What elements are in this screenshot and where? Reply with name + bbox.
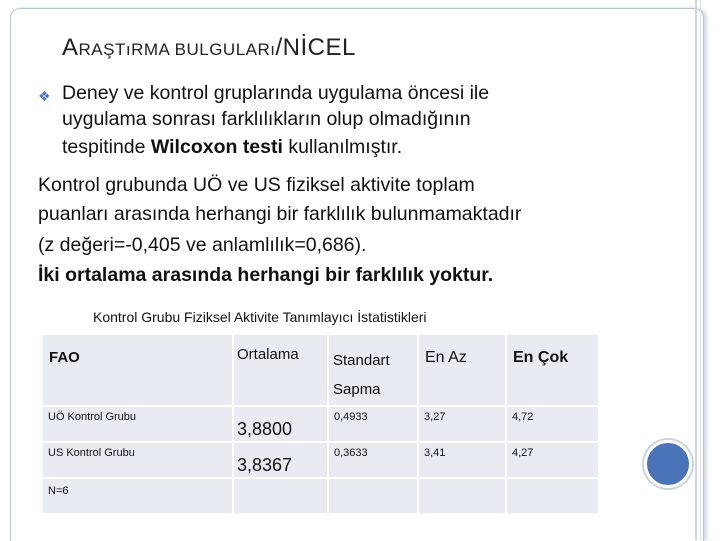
table-cell — [329, 407, 417, 441]
table-cell — [329, 479, 417, 513]
cell-text: 0,3633 — [334, 447, 368, 459]
bullet-line-3-pre: tespitinde — [62, 136, 151, 158]
header-cell-min — [419, 335, 505, 405]
table-cell — [234, 479, 327, 513]
cell-text: 3,8800 — [237, 419, 293, 439]
decor-line — [695, 0, 697, 540]
cell-text: N=6 — [48, 485, 69, 497]
header-text: Ortalama — [237, 346, 299, 363]
cell-text: 3,41 — [424, 447, 446, 459]
table-cell — [43, 479, 232, 513]
table-cell — [507, 479, 598, 513]
paragraph-line-2: puanları arasında herhangi bir farklılık bulunmamaktadır — [38, 203, 522, 225]
table-row — [43, 479, 598, 513]
decor-circle — [644, 440, 692, 488]
header-cell-mean — [234, 335, 327, 405]
header-cell-sd — [329, 335, 417, 405]
table-cell — [419, 407, 505, 441]
stats-table — [41, 333, 600, 515]
table-cell — [507, 443, 598, 477]
cell-text: 4,72 — [512, 411, 534, 423]
bullet-line-2: uygulama sonrası farklılıkların olup olmadığının — [62, 108, 471, 130]
table-cell — [419, 479, 505, 513]
bullet-line-3 — [62, 135, 402, 159]
wilcoxon-bold: Wilcoxon testi — [150, 136, 283, 158]
diamond-bullet-icon: ❖ — [38, 88, 51, 104]
header-cell-max — [507, 335, 598, 405]
cell-text: UÖ Kontrol Grubu — [48, 411, 137, 423]
table-cell — [43, 443, 232, 477]
cell-text: 4,27 — [512, 447, 534, 459]
table-row — [43, 407, 598, 441]
decor-line-2 — [700, 0, 701, 540]
title-initial: A — [62, 34, 79, 61]
paragraph-line-1: Kontrol grubunda UÖ ve US fiziksel aktivite toplam — [38, 174, 475, 196]
conclusion: İki ortalama arasında herhangi bir farklılık yoktur. — [38, 264, 494, 286]
header-cell-fao — [43, 335, 232, 405]
cell-text: 3,8367 — [237, 455, 293, 475]
title-smallcaps: RAŞTıRMA BULGULARı — [78, 40, 276, 59]
table-cell — [234, 407, 327, 441]
cell-text: 0,4933 — [334, 411, 368, 423]
table-cell — [507, 407, 598, 441]
header-text: En Az — [425, 349, 467, 366]
slide-title — [62, 34, 356, 62]
cell-text: 3,27 — [424, 411, 446, 423]
table-cell — [234, 443, 327, 477]
bullet-line-3-post: kullanılmıştır. — [282, 136, 403, 158]
table-title: Kontrol Grubu Fiziksel Aktivite Tanımlayıcı İstatistikleri — [93, 309, 427, 325]
header-text: En Çok — [513, 349, 569, 366]
cell-text: US Kontrol Grubu — [48, 447, 135, 459]
paragraph-line-3: (z değeri=-0,405 ve anlamlılık=0,686). — [38, 234, 367, 256]
table-row — [43, 443, 598, 477]
table-header-row — [43, 335, 598, 405]
bullet-line-1: Deney ve kontrol gruplarında uygulama öncesi ile — [62, 82, 490, 104]
title-suffix: /NİCEL — [275, 34, 356, 61]
header-text: FAO — [49, 349, 80, 366]
table-cell — [43, 407, 232, 441]
table-cell — [419, 443, 505, 477]
header-text: Standart Sapma — [333, 352, 390, 398]
table-cell — [329, 443, 417, 477]
